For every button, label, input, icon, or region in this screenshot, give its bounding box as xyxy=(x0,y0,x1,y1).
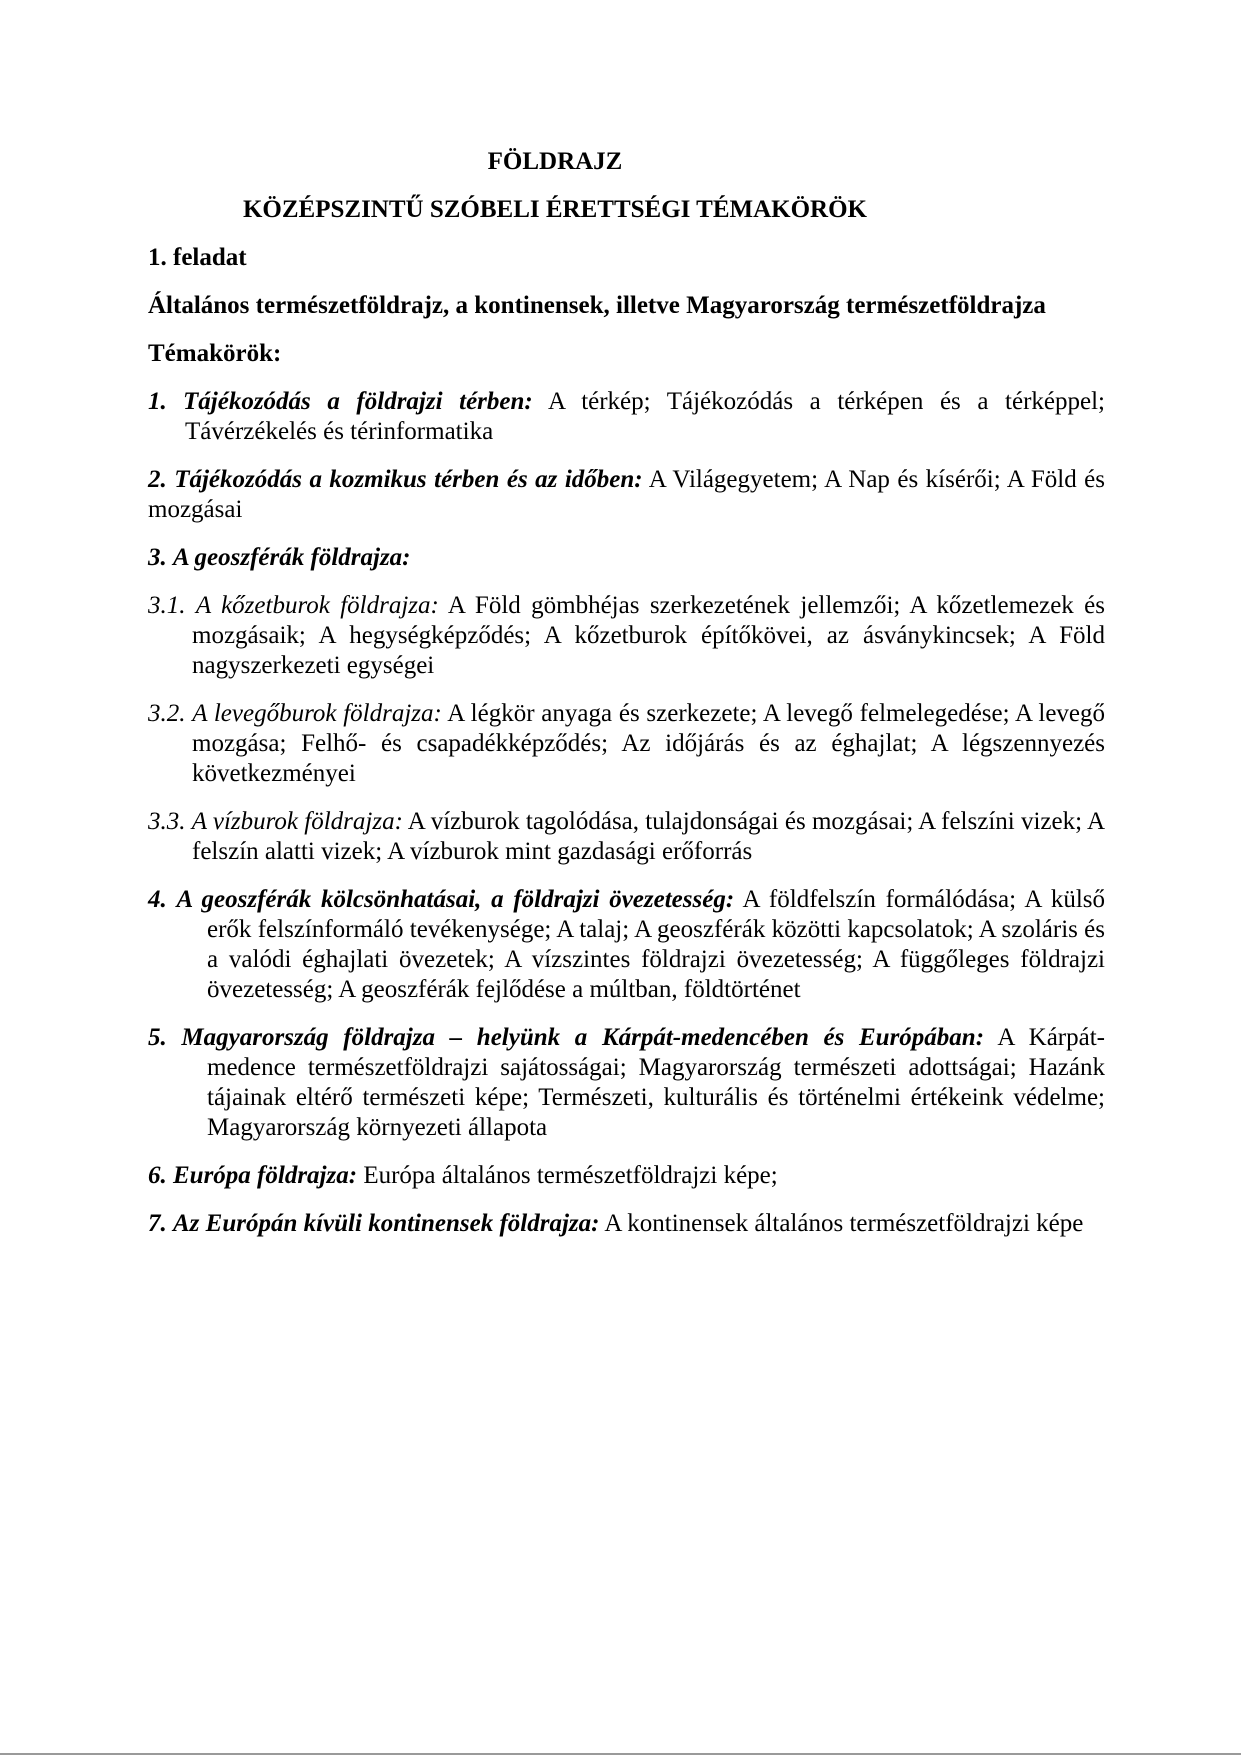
topic-item-3-3 xyxy=(148,807,1105,867)
topic-marker: 4. xyxy=(148,886,167,913)
topic-item-3-1 xyxy=(148,591,1105,681)
topic-item-5 xyxy=(148,1023,1105,1143)
topic-body: A Föld gömbhéjas szerkezetének jellemzői; A kőzetlemezek és mozgásaik; A hegységképződés; A kőzetburok építőkövei, az ásványkincsek; A Föld nagyszerkezeti egységei xyxy=(192,592,1106,679)
topic-label: Tájékozódás a kozmikus térben és az időben: xyxy=(174,466,643,493)
topic-marker: 6. xyxy=(148,1162,167,1189)
topic-body: Európa általános természetföldrajzi képe; xyxy=(363,1162,778,1189)
topic-label: A levegőburok földrajza: xyxy=(192,700,442,727)
task-number-heading: 1. feladat xyxy=(148,244,247,271)
topic-marker: 3.3. xyxy=(148,808,186,835)
topic-marker: 3.2. xyxy=(148,700,186,727)
topic-body: A légkör anyaga és szerkezete; A levegő felmelegedése; A levegő mozgása; Felhő- és csapadékképződés; Az időjárás és az éghajlat; A légszennyezés következményei xyxy=(192,700,1106,787)
topic-item-2 xyxy=(148,465,1105,525)
topic-marker: 5. xyxy=(148,1024,167,1051)
topic-body: A Világegyetem; A Nap és kísérői; A Föld és mozgásai xyxy=(148,466,1106,523)
topic-label: Tájékozódás a földrajzi térben: xyxy=(183,388,533,415)
topic-body: A vízburok tagolódása, tulajdonságai és mozgásai; A felszíni vizek; A felszín alatti vizek; A vízburok mint gazdasági erőforrás xyxy=(192,808,1105,865)
topic-label: A vízburok földrajza: xyxy=(191,808,403,835)
document-subtitle: KÖZÉPSZINTŰ SZÓBELI ÉRETTSÉGI TÉMAKÖRÖK xyxy=(242,196,868,223)
topic-item-6 xyxy=(148,1161,1105,1191)
topic-marker: 3.1. xyxy=(148,592,186,619)
topic-item-3 xyxy=(148,543,1105,573)
topic-marker: 2. xyxy=(148,466,167,493)
task-title: Általános természetföldrajz, a kontinensek, illetve Magyarország természetföldrajza xyxy=(148,292,1046,319)
topic-label: Magyarország földrajza – helyünk a Kárpát-medencében és Európában: xyxy=(181,1024,985,1051)
topic-label: A kőzetburok földrajza: xyxy=(195,592,439,619)
topic-marker: 3. xyxy=(148,544,167,571)
document-content xyxy=(148,147,1105,1257)
topic-label: A geoszférák kölcsönhatásai, a földrajzi övezetesség: xyxy=(176,886,735,913)
document-title: FÖLDRAJZ xyxy=(487,148,623,175)
topic-body: A Kárpát-medence természetföldrajzi sajátosságai; Magyarország természeti adottságai; Hazánk tájainak eltérő természeti képe; Természeti, kulturális és történelmi értékeink védelme; Magyarország környezeti állapota xyxy=(207,1024,1105,1141)
topic-body: A földfelszín formálódása; A külső erők felszínformáló tevékenysége; A talaj; A geoszférák közötti kapcsolatok; A szoláris és a valódi éghajlati övezetek; A vízszintes földrajzi övezetesség; A függőleges földrajzi övezetesség; A geoszférák fejlődése a múltban, földtörténet xyxy=(207,886,1106,1003)
topic-marker: 1. xyxy=(148,388,167,415)
topic-item-1 xyxy=(148,387,1105,447)
topics-heading: Témakörök: xyxy=(148,340,282,367)
topic-item-7 xyxy=(148,1209,1105,1239)
topic-item-3-2 xyxy=(148,699,1105,789)
topic-body: A térkép; Tájékozódás a térképen és a térképpel; Távérzékelés és térinformatika xyxy=(185,388,1105,445)
topic-marker: 7. xyxy=(148,1210,167,1237)
topic-label: Az Európán kívüli kontinensek földrajza: xyxy=(173,1210,600,1237)
topic-label: A geoszférák földrajza: xyxy=(173,544,411,571)
topic-body: A kontinensek általános természetföldrajzi képe xyxy=(604,1210,1084,1237)
topic-label: Európa földrajza: xyxy=(173,1162,358,1189)
topic-item-4 xyxy=(148,885,1105,1005)
